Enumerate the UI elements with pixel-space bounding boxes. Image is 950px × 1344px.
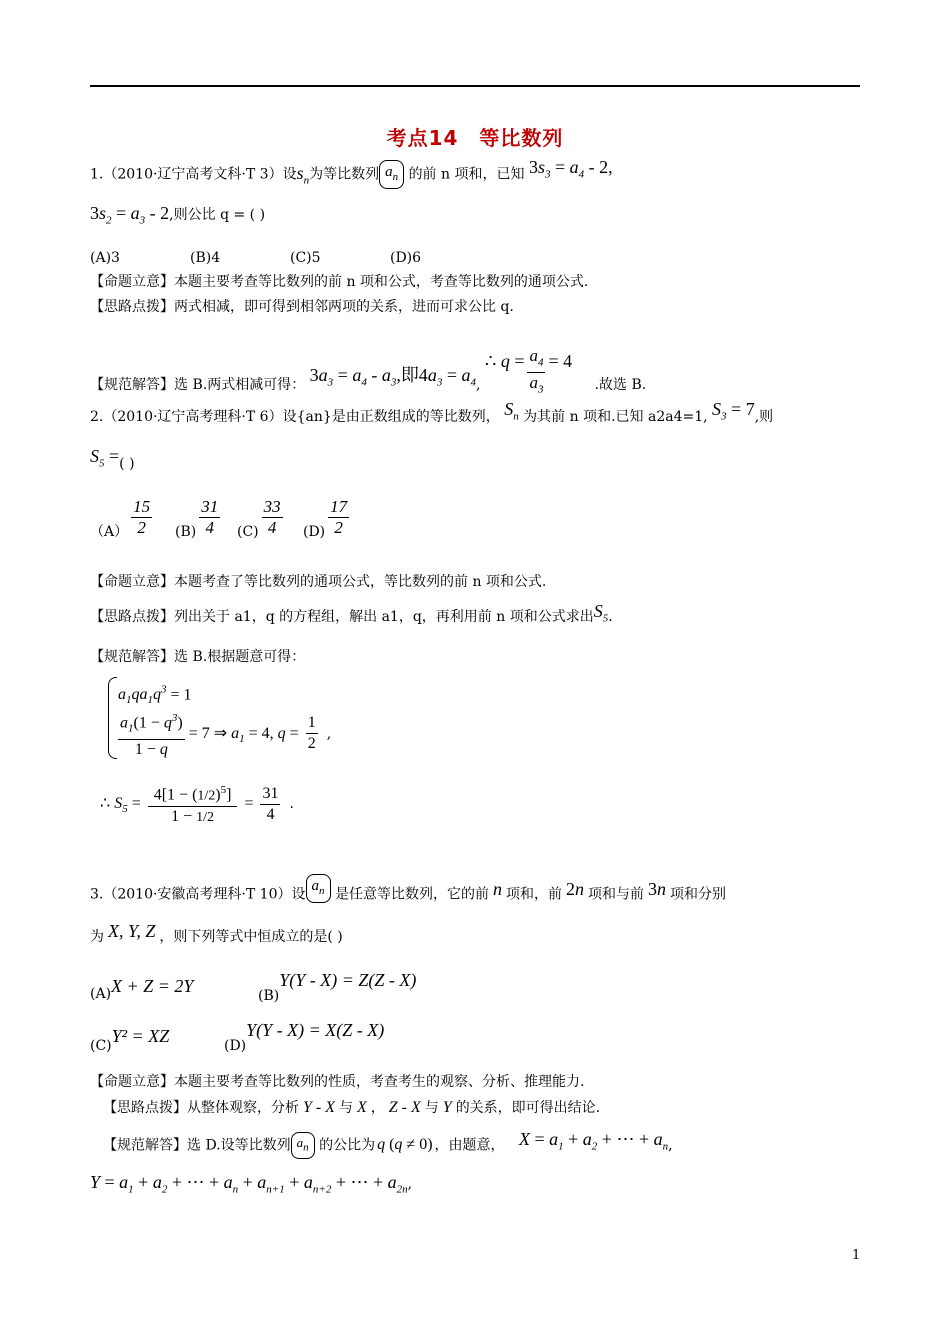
q3-sequence-an: $a_n$ <box>306 874 331 903</box>
q3-hint: 【思路点拨】从整体观察，分析 Y - X 与 X ， Z - X 与 Y 的关系，即可得出结论. <box>103 1099 601 1116</box>
q2-solution: 【规范解答】选 B.根据题意可得： <box>90 649 306 665</box>
q1-stem-text: 1.（2010·辽宁高考文科·T 3）设 <box>90 166 297 183</box>
q2-system-brace <box>108 677 117 759</box>
q3-x-sum: $X = a_1 + a_2$ + ⋯ + $a_n$ <box>518 1129 669 1153</box>
q3-solution-text: 【规范解答】选 D.设等比数列 <box>103 1137 291 1154</box>
q2-hint <box>90 601 613 633</box>
q2-sn-symbol: $S_n$ <box>504 399 519 423</box>
q1-ratio-fraction: $\frac{a_4}{a_3}$ <box>529 346 544 396</box>
q2-hint-end: . <box>608 609 613 625</box>
q3-option-c: (C)Y² = XZ <box>90 1026 170 1054</box>
q1-sequence-an: $a_n$ <box>379 160 404 189</box>
q1-option-d: (D)6 <box>390 250 422 266</box>
q1-eq2: $3s_2 = a_3 - 2$ <box>90 203 170 227</box>
q1-stem-text-b: 为等比数列 <box>309 166 380 183</box>
q3-stem-text-f: 为 <box>90 929 104 945</box>
q2-system-eq1: $a_1qa_1q^3 = 1$ <box>118 684 192 707</box>
q1-stem <box>90 156 613 190</box>
q3-option-b: (B)Y(Y - X) = Z(Z - X) <box>258 970 417 1004</box>
q3-y-sum: $Y = a_1 + a_2$ + ⋯ + $a_n + a_{n+1} + a_{n+2}$ + ⋯ + $a_{2n}$, <box>90 1172 413 1196</box>
q3-stem-line2 <box>90 921 343 947</box>
q2-stem-line2 <box>90 446 135 480</box>
q3-3n: 3n <box>647 878 666 899</box>
q2-s5-computation: ∴ $S_5$ = $\frac{4[1 - (1/2)^5]}{1 - 1/2}$ = $\frac{31}{4}$ . <box>100 780 294 828</box>
q2-option-a: （A） $\frac{15}{2}$ <box>90 497 151 540</box>
q1-solution-q: ∴ q = <box>484 350 525 371</box>
q3-stem-text-c: 项和，前 <box>505 886 562 903</box>
q1-option-a: (A)3 <box>90 250 120 266</box>
q1-solution-eq: $3a_3 = a_4 - a_3$,即$4a_3 = a_4$ <box>309 364 476 389</box>
q3-option-a: (A)X + Z = 2Y <box>90 976 194 1002</box>
q1-ask: ,则公比 q = ( ) <box>169 207 266 223</box>
q2-intent: 【命题立意】本题考查了等比数列的通项公式，等比数列的前 n 项和公式. <box>90 574 547 590</box>
q3-option-d: (D)Y(Y - X) = X(Z - X) <box>224 1020 385 1054</box>
q1-eq1: $3s_3 = a_4 - 2$, <box>528 156 613 181</box>
q2-hint-s5: $S_5$ <box>593 601 609 625</box>
q2-stem-text-c: ,则 <box>754 409 774 425</box>
q3-hint-text: 【思路点拨】从整体观察，分析 <box>103 1100 299 1116</box>
q2-option-b: (B) $\frac{31}{4}$ <box>175 497 219 540</box>
q1-options <box>90 248 421 268</box>
q3-intent: 【命题立意】本题主要考查等比数列的性质，考查考生的观察、分析、推理能力. <box>90 1074 585 1090</box>
q1-solution: 【规范解答】选 B.两式相减可得： $3a_3 = a_4 - a_3$,即$4a_3 = a_4$, ∴ q = $\frac{a_4}{a_3}$ = 4 .故选 B. <box>90 340 646 394</box>
q3-stem-text: 3.（2010·安徽高考理科·T 10）设 <box>90 886 306 903</box>
q2-hint-text: 【思路点拨】列出关于 a1，q 的方程组，解出 a1，q，再利用前 n 项和公式求出 <box>90 609 594 625</box>
q2-option-c: (C) $\frac{33}{4}$ <box>237 497 281 540</box>
q3-stem-text-g: ，则下列等式中恒成立的是( ) <box>159 929 343 945</box>
q1-sn-symbol: $s_n$ <box>296 162 310 187</box>
q2-system-eq2: $\frac{a_1(1 - q^3)}{1 - q}$ = 7 ⇒ $a_1 = 4$, q = $\frac{1}{2}$ , <box>118 708 331 760</box>
q1-intent: 【命题立意】本题主要考查等比数列的前 n 项和公式，考查等比数列的通项公式. <box>90 274 589 290</box>
q1-stem-text-c: 的前 n 项和，已知 <box>408 166 525 183</box>
q3-2n: 2n <box>565 878 584 899</box>
q3-stem-text-b: 是任意等比数列，它的前 <box>334 886 489 903</box>
q1-option-b: (B)4 <box>190 250 221 266</box>
q2-ask: ( ) <box>119 456 135 472</box>
q3-solution: 【规范解答】选 D.设等比数列 $a_n$ 的公比为 q (q ≠ 0) ，由题意， $X = a_1 + a_2$ + ⋯ + $a_n$, <box>103 1132 673 1161</box>
q3-options-row1 <box>90 970 417 1004</box>
page-title: 考点14 等比数列 <box>386 126 564 150</box>
q1-stem-line2 <box>90 203 265 231</box>
q1-solution-end: .故选 B. <box>594 376 647 393</box>
q1-option-c: (C)5 <box>290 250 321 266</box>
q3-options-row2 <box>90 1020 385 1054</box>
q2-options <box>90 497 352 538</box>
q2-stem-text-b: 为其前 n 项和.已知 a2a4=1, <box>523 409 708 425</box>
q2-s5-symbol: $S_5$ = <box>90 446 120 470</box>
q2-stem-text: 2.（2010·辽宁高考理科·T 6）设{an}是由正数组成的等比数列， <box>90 409 500 425</box>
q3-stem-text-e: 项和分别 <box>669 886 726 903</box>
q1-hint: 【思路点拨】两式相减，即可得到相邻两项的关系，进而可求公比 q. <box>90 299 514 315</box>
q2-s3-eq: $S_3 = 7$ <box>712 399 755 423</box>
q3-stem-text-d: 项和与前 <box>587 886 644 903</box>
q3-xyz: X, Y, Z <box>108 921 156 941</box>
q2-stem <box>90 399 774 433</box>
q3-solution-an: $a_n$ <box>291 1132 315 1159</box>
q3-n: n <box>492 878 502 899</box>
header-rule <box>90 85 860 87</box>
q1-solution-text: 【规范解答】选 B.两式相减可得： <box>90 376 306 393</box>
q2-option-d: (D) $\frac{17}{2}$ <box>303 497 348 540</box>
page-number: 1 <box>852 1248 861 1263</box>
q3-stem <box>90 880 726 909</box>
